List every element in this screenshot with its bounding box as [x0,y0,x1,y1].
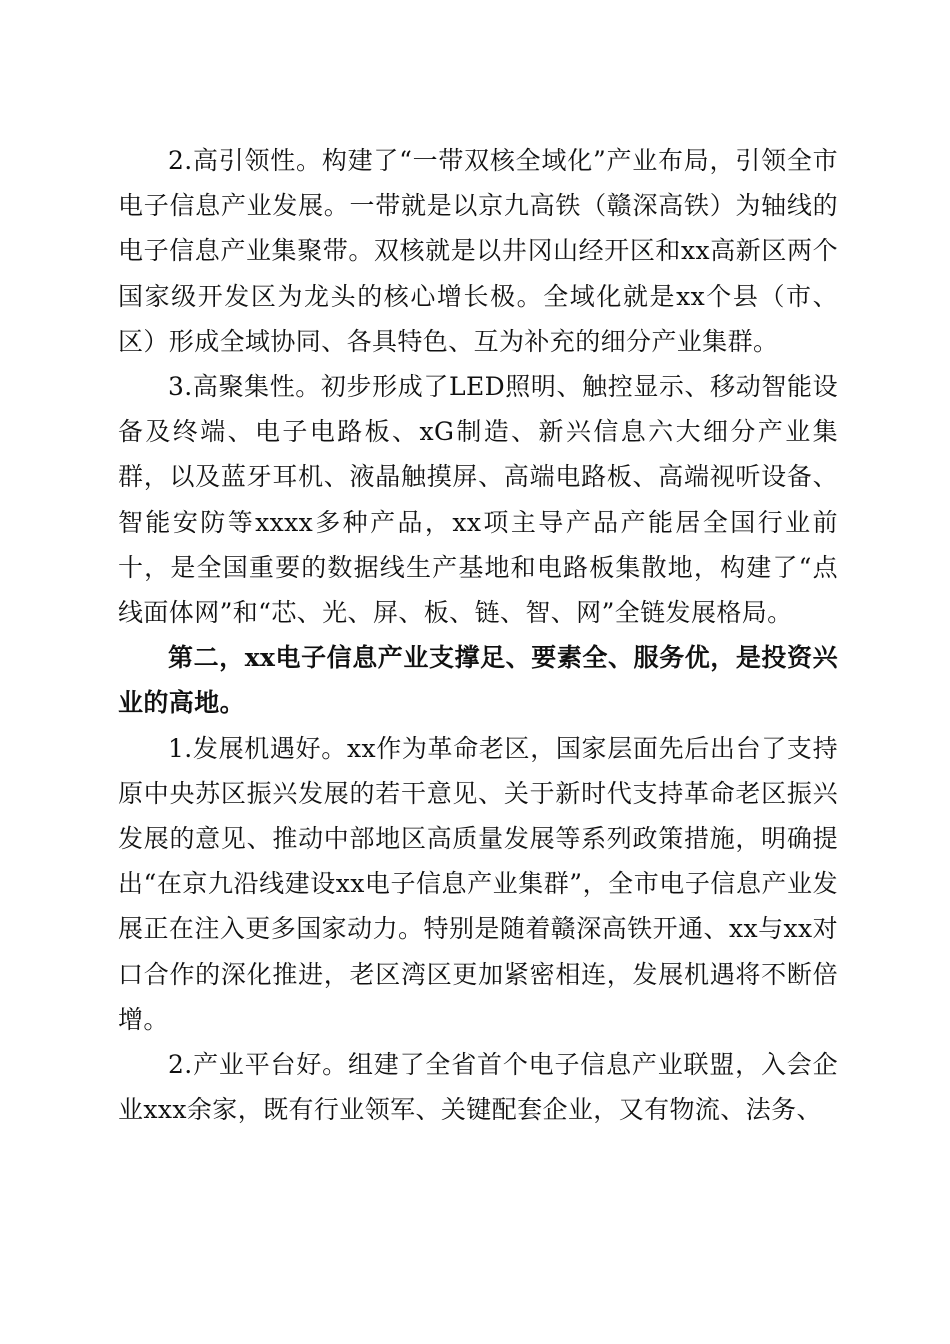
paragraph-high-leadership: 2.高引领性。构建了“一带双核全域化”产业布局，引领全市电子信息产业发展。一带就是以京九高铁（赣深高铁）为轴线的电子信息产业集聚带。双核就是以井冈山经开区和xx高新区两个国家级开发区为龙头的核心增长极。全域化就是xx个县（市、区）形成全域协同、各具特色、互为补充的细分产业集群。 [118,146,838,356]
paragraph-industry-platform: 2.产业平台好。组建了全省首个电子信息产业联盟，入会企业xxx余家，既有行业领军、关键配套企业，又有物流、法务、 [118,1050,838,1125]
document-body [118,138,838,1132]
section-heading-second: 第二，xx电子信息产业支撑足、要素全、服务优，是投资兴业的高地。 [118,643,838,718]
paragraph-high-agglomeration: 3.高聚集性。初步形成了LED照明、触控显示、移动智能设备及终端、电子电路板、xG制造、新兴信息六大细分产业集群，以及蓝牙耳机、液晶触摸屏、高端电路板、高端视听设备、智能安防等xxxx多种产品，xx项主导产品产能居全国行业前十，是全国重要的数据线生产基地和电路板集散地，构建了“点线面体网”和“芯、光、屏、板、链、智、网”全链发展格局。 [118,372,838,628]
paragraph-development-opportunity: 1.发展机遇好。xx作为革命老区，国家层面先后出台了支持原中央苏区振兴发展的若干意见、关于新时代支持革命老区振兴发展的意见、推动中部地区高质量发展等系列政策措施，明确提出“在京九沿线建设xx电子信息产业集群”，全市电子信息产业发展正在注入更多国家动力。特别是随着赣深高铁开通、xx与xx对口合作的深化推进，老区湾区更加紧密相连，发展机遇将不断倍增。 [118,733,838,1034]
